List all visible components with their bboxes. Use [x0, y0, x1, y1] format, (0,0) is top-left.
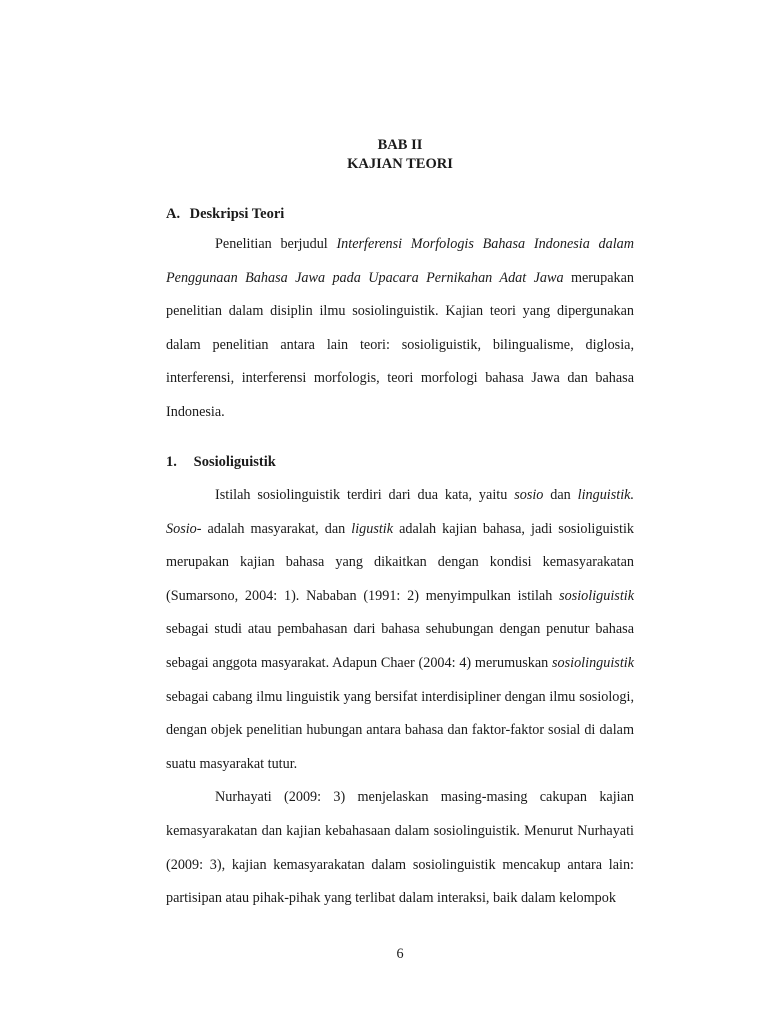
- paragraph: [166, 228, 634, 430]
- text-run: dan: [543, 487, 578, 503]
- subsection-heading: [166, 452, 276, 472]
- subsection-title: Sosioliguistik: [193, 454, 276, 470]
- italic-run: linguistik. Sosio: [166, 487, 634, 537]
- text-run: sebagai cabang ilmu linguistik yang bersifat interdisipliner dengan ilmu sosiologi, dengan objek penelitian hubungan antara bahasa dan faktor-faktor sosial di dalam suatu masyarakat tutur.: [166, 688, 634, 772]
- chapter-label: BAB II: [377, 137, 423, 153]
- text-run: - adalah masyarakat, dan: [196, 520, 352, 537]
- text-run: Istilah sosiolinguistik terdiri dari dua kata, yaitu: [215, 487, 515, 503]
- italic-run: sosioliguistik: [559, 587, 634, 604]
- page-number: 6: [396, 946, 404, 962]
- chapter-title: KAJIAN TEORI: [347, 156, 453, 172]
- italic-run: Interferensi Morfologis Bahasa Indonesia dalam Penggunaan Bahasa Jawa pada Upacara Pernikahan Adat Jawa: [166, 236, 634, 286]
- section-a-body: [166, 228, 634, 430]
- text-run: merupakan penelitian dalam disiplin ilmu sosiolinguistik. Kajian teori yang dipergunakan dalam penelitian antara lain teori: sosioliguistik, bilingualisme, diglosia, interferensi, interferensi morfologis, teori morfologi bahasa Jawa dan bahasa Indonesia.: [166, 269, 634, 420]
- italic-run: sosiolinguistik: [552, 654, 634, 671]
- text-run: sebagai studi atau pembahasan dari bahasa sehubungan dengan penutur bahasa sebagai anggota masyarakat. Adapun Chaer (2004: 4) merumuskan: [166, 621, 634, 671]
- paragraph: [166, 479, 634, 781]
- subsection-number: 1.: [166, 454, 177, 470]
- section-title: Deskripsi Teori: [189, 206, 285, 222]
- section-heading: [166, 204, 284, 224]
- section-letter: A.: [166, 206, 181, 222]
- subsection-1-body: [166, 479, 634, 916]
- paragraph: Nurhayati (2009: 3) menjelaskan masing-masing cakupan kajian kemasyarakatan dan kajian kebahasaan dalam sosiolinguistik. Menurut Nurhayati (2009: 3), kajian kemasyarakatan dalam sosiolinguistik mencakup antara lain: partisipan atau pihak-pihak yang terlibat dalam interaksi, baik dalam kelompok: [166, 789, 634, 907]
- italic-run: sosio: [514, 487, 544, 503]
- text-run: Penelitian berjudul: [215, 236, 337, 252]
- italic-run: ligustik: [351, 520, 394, 537]
- text-run: adalah kajian bahasa, jadi sosioliguistik merupakan kajian bahasa yang dikaitkan dengan kondisi kemasyarakatan (Sumarsono, 2004: 1). Nababan (1991: 2) menyimpulkan istilah: [166, 520, 634, 604]
